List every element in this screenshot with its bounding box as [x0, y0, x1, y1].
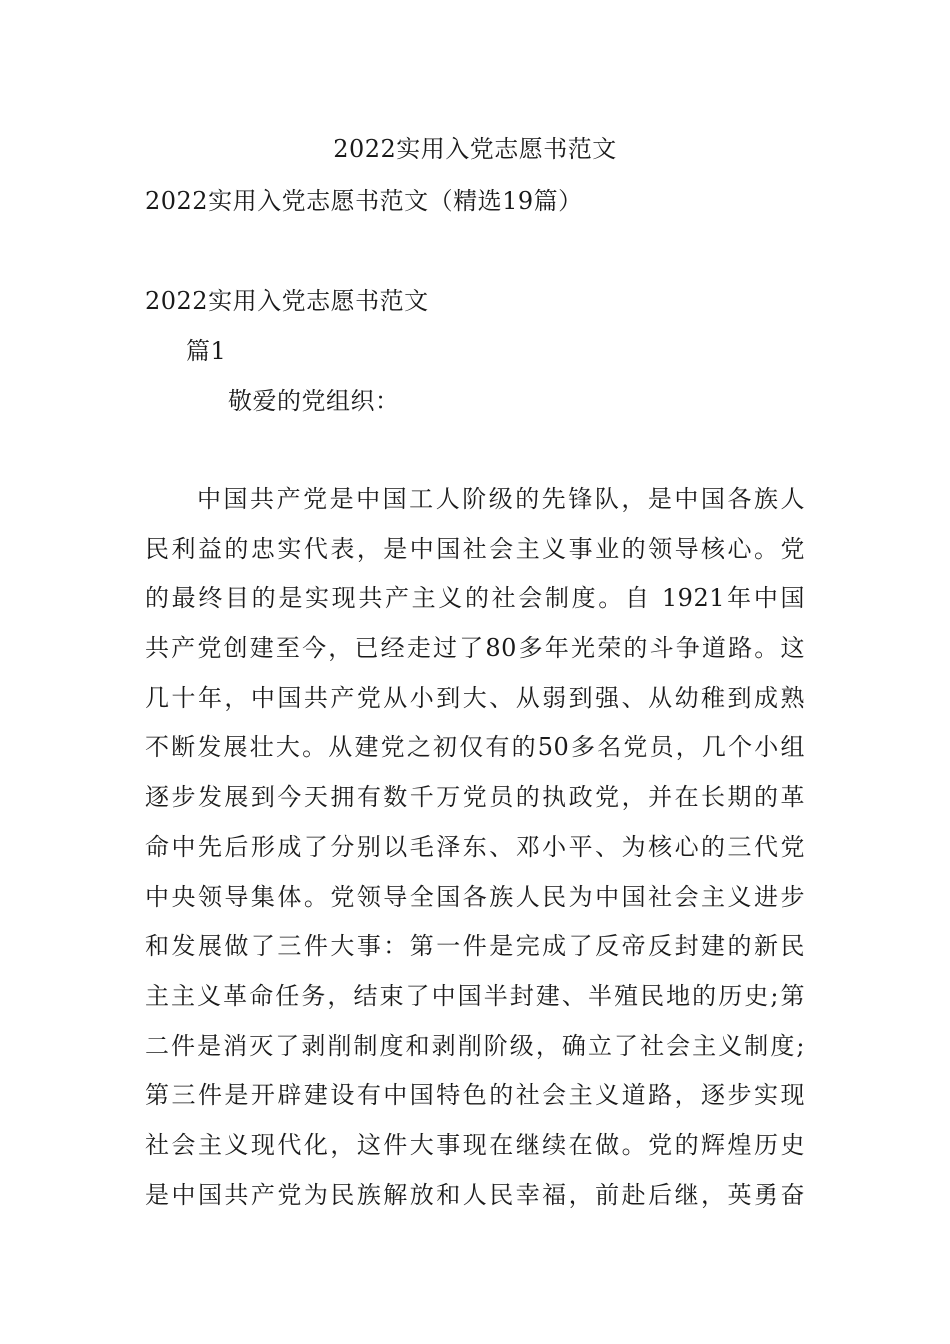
- letter-greeting: 敬爱的党组织：: [228, 387, 400, 415]
- document-title: 2022实用入党志愿书范文: [333, 135, 617, 163]
- paragraph-line: 主主义革命任务，结束了中国半封建、半殖民地的历史;第: [145, 981, 805, 1010]
- paragraph-line: 几十年，中国共产党从小到大、从弱到强、从幼稚到成熟: [145, 683, 805, 712]
- paragraph-line: 逐步发展到今天拥有数千万党员的执政党，并在长期的革: [145, 783, 805, 812]
- section-heading: 2022实用入党志愿书范文: [145, 287, 429, 315]
- document-subtitle: 2022实用入党志愿书范文（精选19篇）: [145, 187, 583, 215]
- paragraph-line: 社会主义现代化，这件大事现在继续在做。党的辉煌历史: [145, 1130, 805, 1159]
- letter-body-paragraph: [145, 479, 805, 1224]
- paragraph-line: 命中先后形成了分别以毛泽东、邓小平、为核心的三代党: [145, 832, 805, 861]
- paragraph-line: 二件是消灭了剥削制度和剥削阶级，确立了社会主义制度;: [145, 1031, 805, 1060]
- paragraph-line: 中国共产党是中国工人阶级的先锋队，是中国各族人: [197, 485, 805, 513]
- part-label: 篇1: [186, 337, 227, 365]
- paragraph-line: 不断发展壮大。从建党之初仅有的50多名党员，几个小组: [145, 733, 805, 762]
- paragraph-line: 和发展做了三件大事：第一件是完成了反帝反封建的新民: [145, 932, 805, 961]
- paragraph-line: 共产党创建至今，已经走过了80多年光荣的斗争道路。这: [145, 634, 805, 663]
- paragraph-line: 第三件是开辟建设有中国特色的社会主义道路，逐步实现: [145, 1081, 805, 1110]
- paragraph-line: 的最终目的是实现共产主义的社会制度。自 1921年中国: [145, 584, 805, 613]
- paragraph-line: 民利益的忠实代表，是中国社会主义事业的领导核心。党: [145, 534, 805, 563]
- paragraph-line: 是中国共产党为民族解放和人民幸福，前赴后继，英勇奋: [145, 1180, 805, 1209]
- paragraph-line: 中央领导集体。党领导全国各族人民为中国社会主义进步: [145, 882, 805, 911]
